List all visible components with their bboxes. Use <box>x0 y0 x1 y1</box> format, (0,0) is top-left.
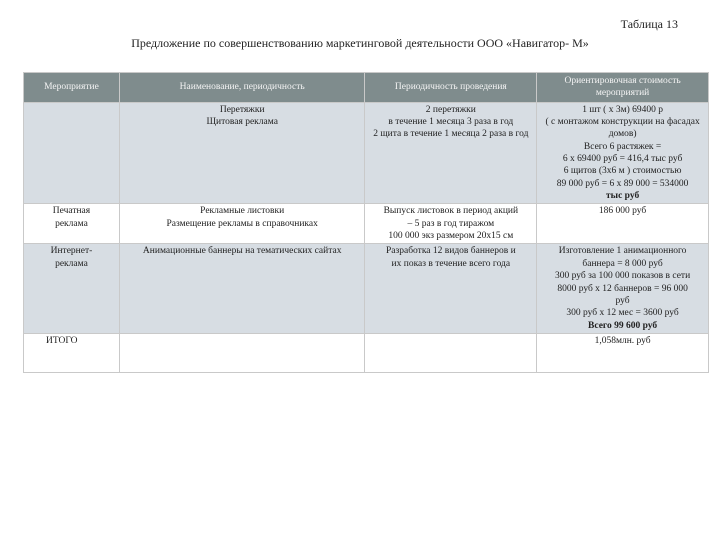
header-period: Периодичность проведения <box>365 73 537 103</box>
table-header-row <box>24 73 709 103</box>
cell-period <box>365 102 537 204</box>
line: Изготовление 1 анимационного <box>558 246 687 257</box>
line: 8000 руб х 12 баннеров = 96 000 <box>557 283 688 294</box>
line: тыс руб <box>605 191 640 202</box>
cell-name <box>119 102 365 204</box>
cell-name <box>119 204 365 244</box>
line: Размещение рекламы в справочниках <box>166 218 318 229</box>
line: Всего 6 растяжек = <box>583 141 662 152</box>
line: 2 щита в течение 1 месяца 2 раза в год <box>373 129 529 140</box>
line: баннера = 8 000 руб <box>582 258 663 269</box>
header-name: Наименование, периодичность <box>119 73 365 103</box>
table-title: Предложение по совершенствованию маркетинговой деятельности ООО «Навигатор- М» <box>131 36 589 50</box>
line: 1 шт ( х 3м) 69400 р <box>582 104 663 115</box>
table-row-total <box>24 333 709 372</box>
line: 6 х 69400 руб = 416,4 тыс руб <box>562 154 683 165</box>
line: ( с монтажом конструкции на фасадах домов) <box>545 117 700 140</box>
table-row <box>24 244 709 333</box>
cell-event <box>24 244 120 333</box>
line: 100 000 экз размером 20х15 см <box>388 231 514 242</box>
line: Печатная <box>52 206 91 217</box>
table-number: Таблица 13 <box>620 17 678 31</box>
line: – 5 раз в год тиражом <box>407 218 495 229</box>
line: Разработка 12 видов баннеров и <box>386 246 516 257</box>
line: 6 щитов (3х6 м ) стоимостью <box>563 166 682 177</box>
line: 2 перетяжки <box>425 104 476 115</box>
line: Перетяжки <box>219 104 265 115</box>
cell-event <box>24 102 120 204</box>
table-row <box>24 204 709 244</box>
cell-period <box>365 333 537 372</box>
line: 300 руб х 12 мес = 3600 руб <box>566 308 679 319</box>
line: в течение 1 месяца 3 раза в год <box>388 117 514 128</box>
cell-cost: 186 000 руб <box>537 204 709 244</box>
cell-event: ИТОГО <box>24 333 120 372</box>
cell-event <box>24 204 120 244</box>
line: Интернет- <box>50 246 93 257</box>
line: 300 руб за 100 000 показов в сети <box>555 271 691 282</box>
line: Щитовая реклама <box>206 117 278 128</box>
cell-period <box>365 204 537 244</box>
line: руб <box>615 295 630 306</box>
cell-name <box>119 333 365 372</box>
header-event: Мероприятие <box>24 73 120 103</box>
cell-cost: 1,058млн. руб <box>537 333 709 372</box>
line: реклама <box>55 218 88 229</box>
line: 89 000 руб = 6 х 89 000 = 534000 <box>556 178 689 189</box>
cell-period <box>365 244 537 333</box>
cell-cost <box>537 102 709 204</box>
line: Рекламные листовки <box>200 206 285 217</box>
header-cost: Ориентировочная стоимость мероприятий <box>537 73 709 103</box>
table-row <box>24 102 709 204</box>
line: Всего 99 600 руб <box>588 320 658 331</box>
line: Выпуск листовок в период акций <box>383 206 519 217</box>
cell-cost <box>537 244 709 333</box>
line: их показ в течение всего года <box>391 258 511 269</box>
line: реклама <box>55 258 88 269</box>
proposal-table <box>23 72 709 373</box>
cell-name: Анимационные баннеры на тематических сайтах <box>119 244 365 333</box>
